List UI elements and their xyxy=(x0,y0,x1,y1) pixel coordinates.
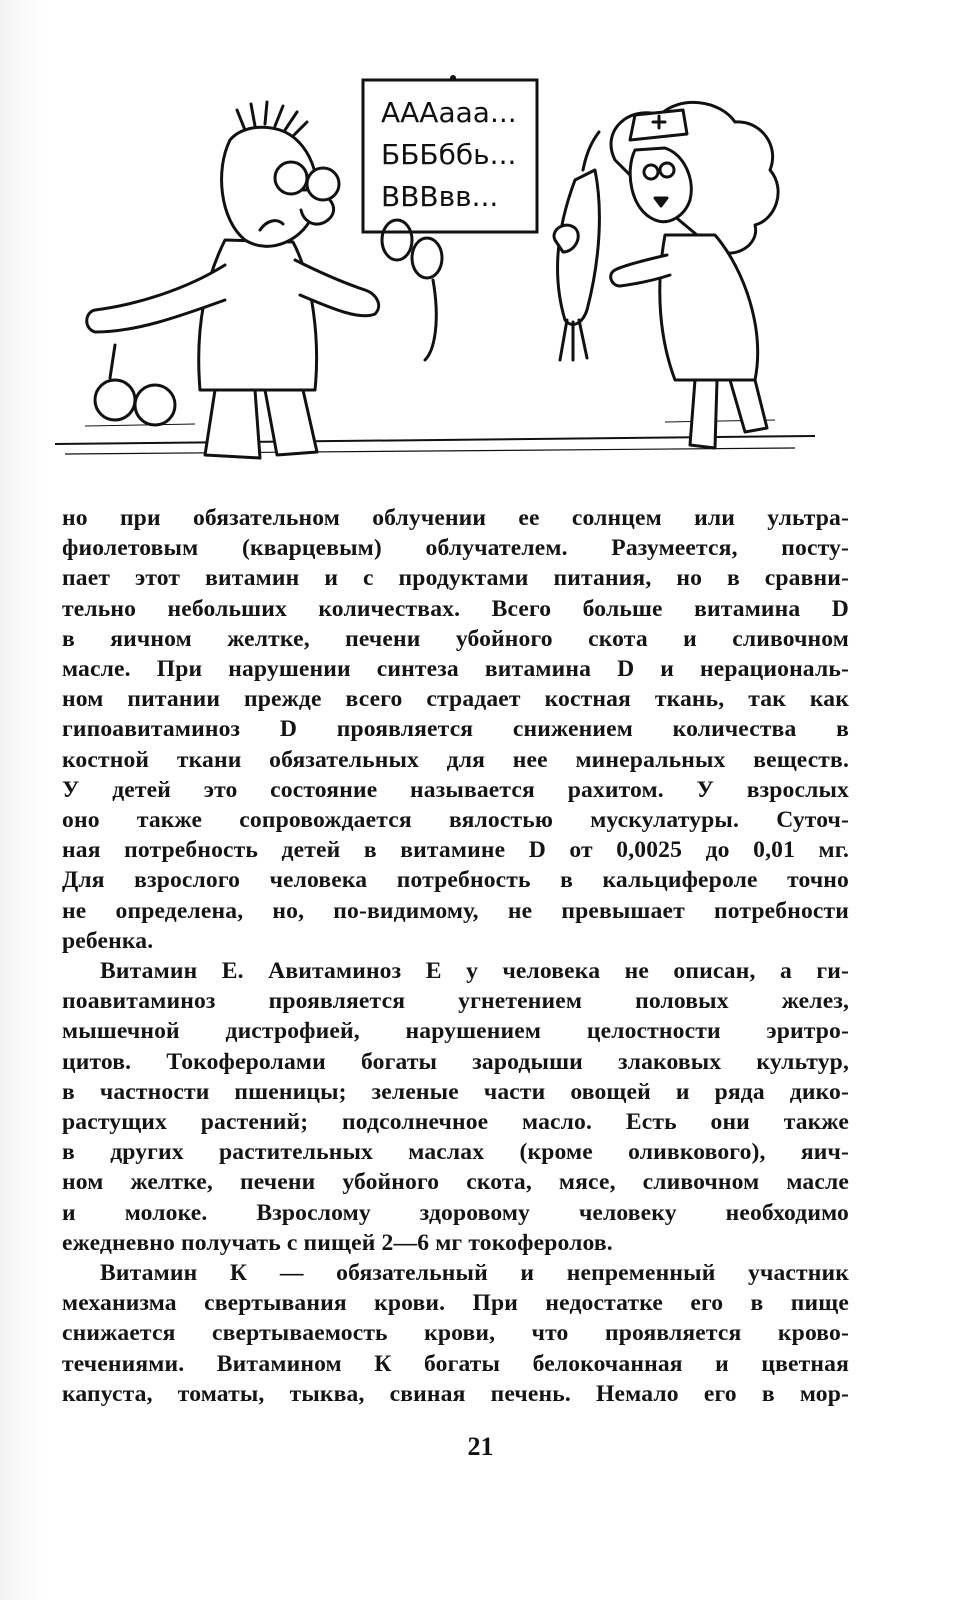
paragraph-vitamin-d xyxy=(62,503,849,956)
text-line: ная потребность детей в витамине D от 0,0025 до 0,01 мг. xyxy=(62,837,849,864)
text-line: в других растительных маслах (кроме оливкового), яич- xyxy=(62,1139,849,1166)
text-line: ежедневно получать с пищей 2—6 мг токоферолов. xyxy=(62,1229,613,1256)
text-line: в яичном желтке, печени убойного скота и сливочном xyxy=(62,625,849,652)
cartoon-drawing xyxy=(55,60,815,490)
text-line: масле. При нарушении синтеза витамина D и нерациональ- xyxy=(62,656,849,683)
text-line: снижается свертываемость крови, что проявляется крово- xyxy=(62,1320,849,1347)
text-line: но при обязательном облучении ее солнцем или ультра- xyxy=(62,505,849,531)
eye-chart xyxy=(363,75,537,232)
chart-line-1: АААааа... xyxy=(381,96,517,129)
heading-continuation: Авитаминоз Е у человека не описан, а ги- xyxy=(243,958,849,985)
paragraph-vitamin-e xyxy=(62,956,849,1258)
text-line: фиолетовым (кварцевым) облучателем. Разумеется, посту- xyxy=(62,535,849,562)
text-line: тельно небольших количествах. Всего больше витамина D xyxy=(62,595,849,622)
text-line: поавитаминоз проявляется угнетением половых желез, xyxy=(62,988,849,1015)
text-line: в частности пшеницы; зеленые части овощей и ряда дико- xyxy=(62,1078,849,1105)
text-line: течениями. Витамином К богаты белокочанная и цветная xyxy=(62,1350,849,1377)
text-line: капуста, томаты, тыква, свиная печень. Немало его в мор- xyxy=(62,1380,849,1407)
main-text xyxy=(62,503,849,1409)
text-line xyxy=(62,1258,849,1288)
text-line: костной ткани обязательных для нее минеральных веществ. xyxy=(62,746,849,773)
scan-shadow xyxy=(0,0,44,1600)
text-line: цитов. Токоферолами богаты зародыши злаковых культур, xyxy=(62,1048,849,1075)
chart-line-3: ВВВвв... xyxy=(381,180,499,213)
page-number: 21 xyxy=(467,1432,494,1461)
chart-line-2: БББббь... xyxy=(381,138,517,171)
text-line: мышечной дистрофией, нарушением целостности эритро- xyxy=(62,1018,849,1045)
paragraph-vitamin-k xyxy=(62,1258,849,1409)
text-line: гипоавитаминоз D проявляется снижением количества в xyxy=(62,716,849,743)
text-line: ребенка. xyxy=(62,927,154,954)
text-line xyxy=(62,956,849,986)
section-heading: Витамин К xyxy=(100,1260,248,1287)
section-heading: Витамин Е. xyxy=(100,958,244,985)
heading-continuation: — обязательный и непременный участник xyxy=(247,1260,850,1287)
text-line: ном питании прежде всего страдает костная ткань, так как xyxy=(62,686,849,713)
text-line: растущих растений; подсолнечное масло. Есть они также xyxy=(62,1109,849,1136)
text-line: ном желтке, печени убойного скота, мясе, сливочном масле xyxy=(62,1169,849,1196)
text-line: не определена, но, по-видимому, не превышает потребности xyxy=(62,897,849,924)
text-line: Для взрослого человека потребность в кальцифероле точно xyxy=(62,867,849,894)
text-line: У детей это состояние называется рахитом. У взрослых xyxy=(62,776,849,803)
cartoon-illustration xyxy=(55,60,815,490)
text-line: пает этот витамин и с продуктами питания, но в сравни- xyxy=(62,565,849,592)
text-line: и молоке. Взрослому здоровому человеку необходимо xyxy=(62,1199,849,1226)
nurse-figure xyxy=(554,102,778,448)
text-line: механизма свертывания крови. При недостатке его в пище xyxy=(62,1290,849,1317)
text-line: оно также сопровождается вялостью мускулатуры. Суточ- xyxy=(62,807,849,834)
